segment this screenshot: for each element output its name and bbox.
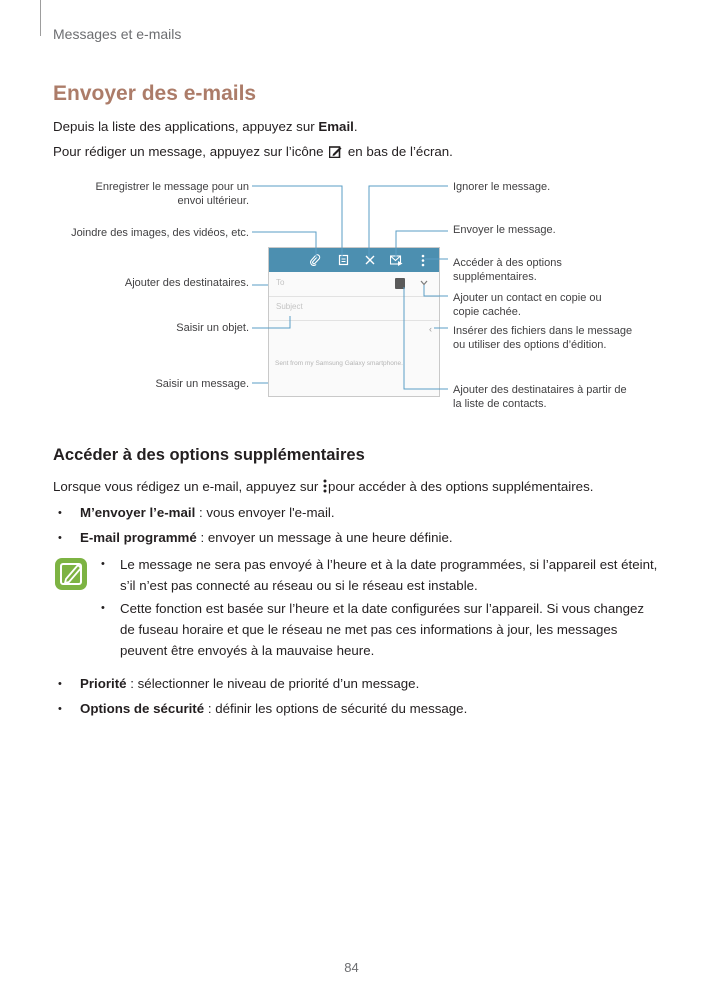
label-discard: Ignorer le message. [453,181,551,193]
list-item-priority: • Priorité : sélectionner le niveau de priorité d’un message. [58,676,420,691]
label-cc: Ajouter un contact en copie ou copie cachée. [453,292,602,318]
subsection-title: Accéder à des options supplémentaires [53,446,365,464]
label-contacts: Ajouter des destinataires à partir de la liste de contacts. [453,384,627,410]
intro-line-1: Depuis la liste des applications, appuyez sur Email. [53,119,358,134]
label-recipients: Ajouter des destinataires. [124,277,249,289]
subject-field[interactable]: Subject [269,296,439,321]
note-icon [54,557,88,591]
label-save-draft: Enregistrer le message pour un envoi ultérieur. [95,181,249,207]
intro-line-2: Pour rédiger un message, appuyez sur l’icône en bas de l’écran. [53,144,453,159]
list-item-send-to-self: • M’envoyer l’e-mail : vous envoyer l'e-mail. [58,505,335,520]
label-insert: Insérer des fichiers dans le message ou utiliser des options d’édition. [453,325,633,351]
page-title: Envoyer des e-mails [53,82,257,105]
insert-options-icon[interactable]: ‹ [429,324,432,334]
label-attach: Joindre des images, des vidéos, etc. [71,227,249,239]
label-send: Envoyer le message. [453,224,556,236]
list-item-scheduled-email: • E-mail programmé : envoyer un message à une heure définie. [58,530,453,545]
note-item-2: • Cette fonction est basée sur l’heure et la date configurées sur l’appareil. Si vous changez de fuseau horaire et que le réseau ne met pas ces informations à jour, les messages peuvent être envoyés à la mauvaise heure. [101,601,645,658]
subsection-intro: Lorsque vous rédigez un e-mail, appuyez sur pour accéder à des options supplémentaires. [53,479,594,494]
list-item-security-options: • Options de sécurité : définir les options de sécurité du message. [58,701,468,716]
email-app-name: Email [318,119,354,134]
message-body[interactable]: Sent from my Samsung Galaxy smartphone. [275,360,403,367]
label-message: Saisir un message. [155,378,249,390]
section-header: Messages et e-mails [53,26,182,42]
label-more-options: Accéder à des options supplémentaires. [453,257,562,283]
more-options-icon [323,479,327,493]
label-subject: Saisir un objet. [176,322,249,334]
page-number: 84 [344,960,359,975]
note-item-1: • Le message ne sera pas envoyé à l’heure et à la date programmées, si l’appareil est éteint, s’il n’est pas connecté au réseau ou si le réseau est instable. [101,557,658,593]
recipient-field[interactable]: To [269,272,439,297]
